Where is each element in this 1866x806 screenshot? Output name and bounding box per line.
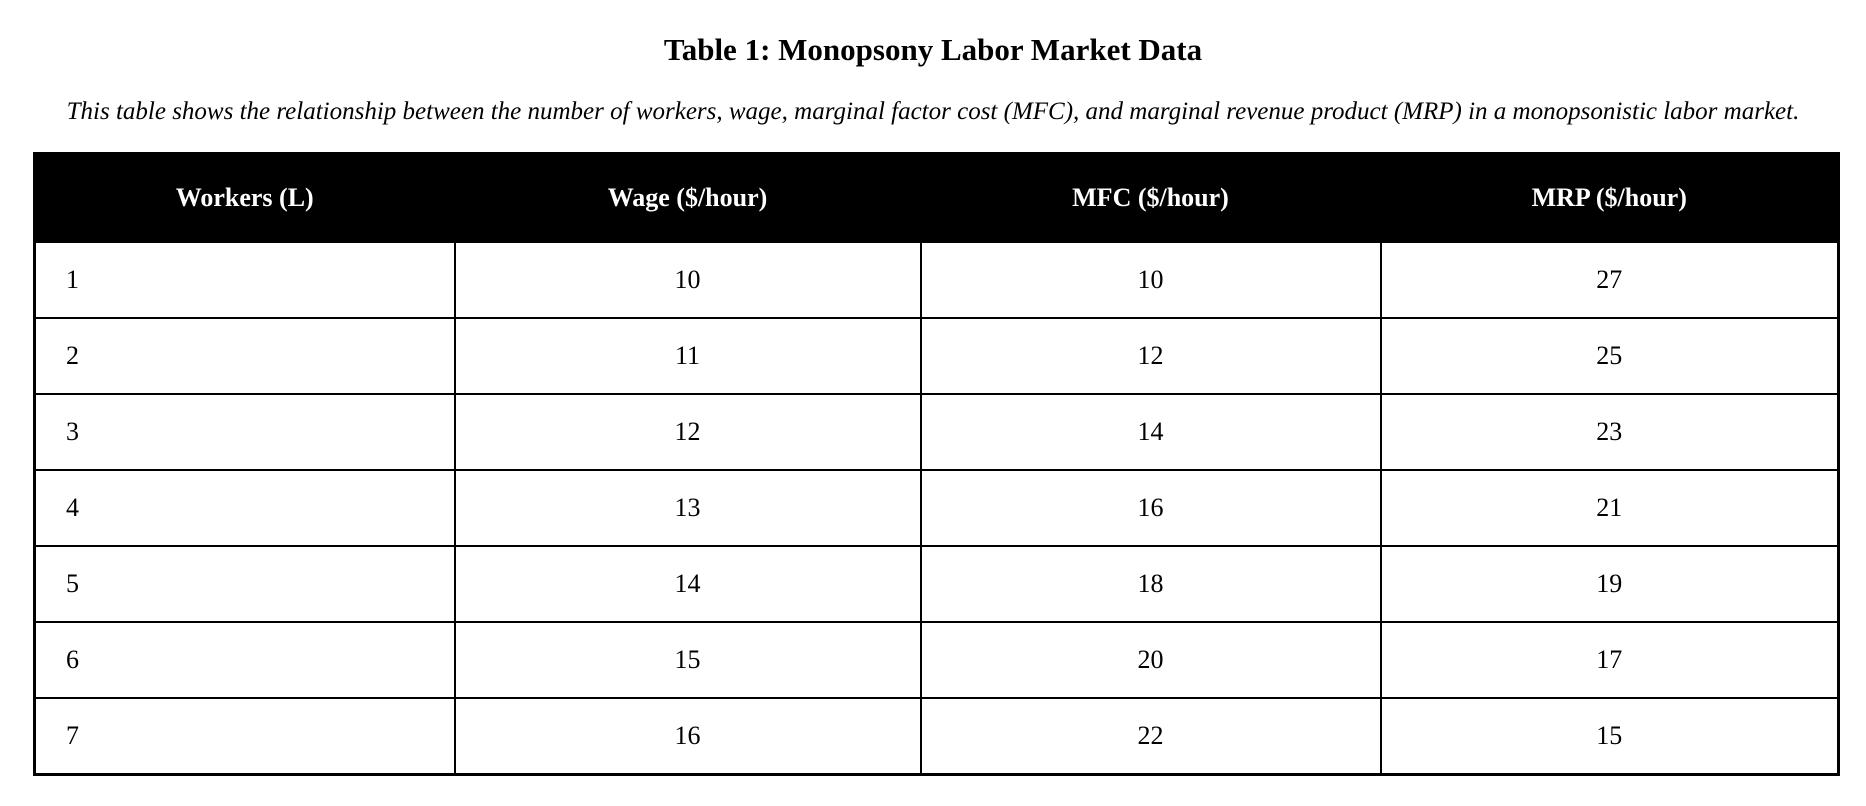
table-row	[35, 622, 1839, 698]
mfc-cell: 18	[921, 546, 1381, 622]
mfc-cell: 10	[921, 242, 1381, 318]
mfc-cell: 20	[921, 622, 1381, 698]
table-header-row	[35, 154, 1839, 243]
workers-cell: 1	[35, 242, 455, 318]
workers-cell: 3	[35, 394, 455, 470]
page-title: Table 1: Monopsony Labor Market Data	[663, 32, 1203, 67]
mfc-cell: 14	[921, 394, 1381, 470]
table-row	[35, 242, 1839, 318]
mrp-cell: 17	[1381, 622, 1839, 698]
table-caption: This table shows the relationship between the number of workers, wage, marginal factor cost (MFC), and marginal revenue product (MRP) in a monopsonistic labor market.	[66, 98, 1800, 125]
wage-cell: 13	[455, 470, 921, 546]
mfc-cell: 16	[921, 470, 1381, 546]
mfc-cell: 22	[921, 698, 1381, 775]
wage-cell: 14	[455, 546, 921, 622]
table-row	[35, 470, 1839, 546]
wage-cell: 16	[455, 698, 921, 775]
column-header-mrp: MRP ($/hour)	[1381, 154, 1839, 243]
mfc-cell: 12	[921, 318, 1381, 394]
table-row	[35, 318, 1839, 394]
workers-cell: 7	[35, 698, 455, 775]
column-header-wage: Wage ($/hour)	[455, 154, 921, 243]
table-row	[35, 698, 1839, 775]
workers-cell: 4	[35, 470, 455, 546]
wage-cell: 10	[455, 242, 921, 318]
wage-cell: 15	[455, 622, 921, 698]
mrp-cell: 21	[1381, 470, 1839, 546]
wage-cell: 11	[455, 318, 921, 394]
wage-cell: 12	[455, 394, 921, 470]
workers-cell: 6	[35, 622, 455, 698]
mrp-cell: 27	[1381, 242, 1839, 318]
workers-cell: 2	[35, 318, 455, 394]
mrp-cell: 23	[1381, 394, 1839, 470]
column-header-workers: Workers (L)	[35, 154, 455, 243]
mrp-cell: 25	[1381, 318, 1839, 394]
data-table	[33, 152, 1840, 776]
mrp-cell: 19	[1381, 546, 1839, 622]
table-row	[35, 546, 1839, 622]
workers-cell: 5	[35, 546, 455, 622]
mrp-cell: 15	[1381, 698, 1839, 775]
column-header-mfc: MFC ($/hour)	[921, 154, 1381, 243]
table-row	[35, 394, 1839, 470]
